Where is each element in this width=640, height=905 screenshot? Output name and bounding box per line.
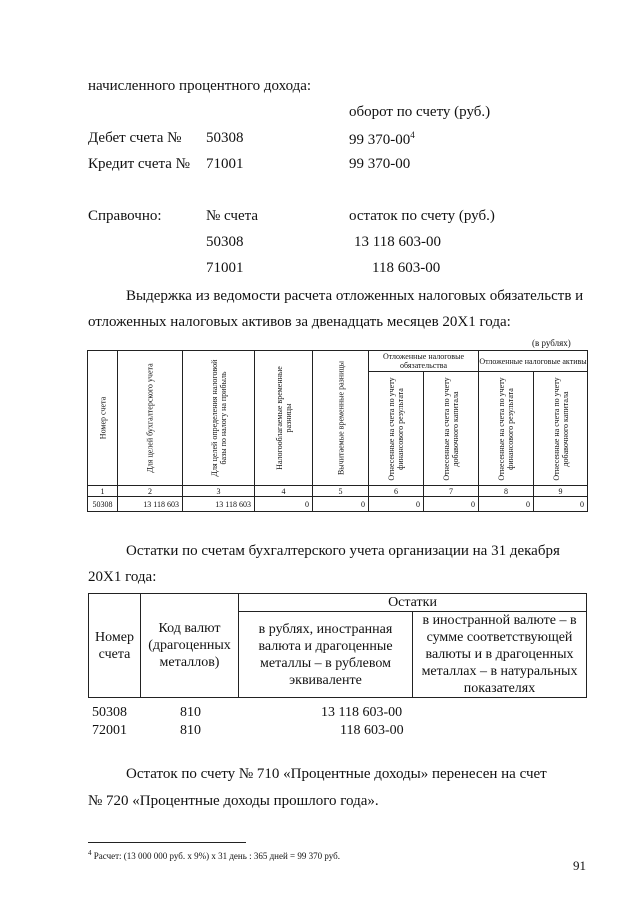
credit-label: Кредит счета № — [88, 156, 190, 172]
header-cell: Номер счета — [88, 351, 118, 486]
footnote-ref: 4 — [410, 130, 415, 140]
unit-label: (в рублях) — [532, 338, 571, 348]
header-cell: Отнесенные на счета по учету добавочного капитала — [534, 372, 588, 486]
paragraph-line: 20Х1 года: — [88, 569, 157, 585]
footnote-mark: 4 — [88, 849, 92, 857]
header-cell: в рублях, иностранная валюта и драгоценные металлы – в рублевом эквиваленте — [239, 612, 413, 698]
balance-code: 810 — [180, 705, 201, 720]
page-number: 91 — [573, 858, 586, 873]
table-cell: 0 — [479, 497, 534, 512]
group-header-dto: Отложенные налоговые обязательства — [369, 351, 479, 372]
reference-label: Справочно: — [88, 208, 162, 224]
column-number: 2 — [118, 486, 183, 497]
header-cell: Номер счета — [89, 594, 141, 698]
paragraph-line: Выдержка из ведомости расчета отложенных налоговых обязательств и — [126, 288, 584, 304]
balance-code: 810 — [180, 723, 201, 738]
footnote — [88, 849, 340, 861]
table-cell: 13 118 603 — [183, 497, 255, 512]
balance-account: 50308 — [92, 705, 127, 720]
reference-balance: 13 118 603-00 — [354, 234, 441, 250]
credit-account: 71001 — [206, 156, 244, 172]
column-number: 1 — [88, 486, 118, 497]
header-cell: Для целей определения налоговой базы по налогу на прибыль — [183, 351, 255, 486]
reference-account: 71001 — [206, 260, 244, 276]
paragraph-line: Остатки по счетам бухгалтерского учета организации на 31 декабря — [126, 543, 560, 559]
header-cell: Отнесенные на счета по учету добавочного капитала — [424, 372, 479, 486]
debit-amount: 99 $370-00^4$ — [349, 130, 415, 148]
table-cell: 0 — [424, 497, 479, 512]
balance-rub: 13 118 603-00 — [321, 705, 403, 720]
header-cell: Код валют (драгоценных металлов) — [141, 594, 239, 698]
table-cell: 0 — [255, 497, 313, 512]
table-cell: 50308 — [88, 497, 118, 512]
header-cell: Отнесенные на счета по учету финансового результата — [369, 372, 424, 486]
column-number: 9 — [534, 486, 588, 497]
reference-col-balance: остаток по счету (руб.) — [349, 208, 495, 224]
group-header-balances: Остатки — [239, 594, 587, 612]
reference-account: 50308 — [206, 234, 244, 250]
credit-amount: 99 370-00 — [349, 156, 411, 172]
table-cell: 0 — [369, 497, 424, 512]
footnote-divider — [88, 842, 246, 843]
column-number: 4 — [255, 486, 313, 497]
footnote-text: Расчет: (13 000 000 руб. х 9%) х 31 день : 365 дней = 99 370 руб. — [93, 851, 340, 861]
paragraph-line: Остаток по счету № 710 «Процентные доходы» перенесен на счет — [126, 766, 547, 782]
table-cell: 0 — [534, 497, 588, 512]
column-number: 7 — [424, 486, 479, 497]
header-cell: Для целей бухгалтерского учета — [118, 351, 183, 486]
column-number: 3 — [183, 486, 255, 497]
group-header-dta: Отложенные налоговые активы — [479, 351, 588, 372]
column-number: 6 — [369, 486, 424, 497]
header-cell: Вычитаемые временные разницы — [313, 351, 369, 486]
column-number: 5 — [313, 486, 369, 497]
reference-col-account: № счета — [206, 208, 259, 224]
balances-table — [88, 593, 587, 698]
deferred-tax-table — [87, 350, 588, 512]
header-cell: в иностранной валюте – в сумме соответствующей валюты и в драгоценных металлах – в натуральных показателях — [413, 612, 587, 698]
column-number: 8 — [479, 486, 534, 497]
paragraph-line: № 720 «Процентные доходы прошлого года». — [88, 793, 379, 809]
table-cell: 0 — [313, 497, 369, 512]
debit-account: 50308 — [206, 130, 244, 146]
table-cell: 13 118 603 — [118, 497, 183, 512]
turnover-header: оборот по счету (руб.) — [349, 104, 491, 120]
header-cell: Налогооблагаемые временные разницы — [255, 351, 313, 486]
intro-text: начисленного процентного дохода: — [88, 78, 312, 94]
debit-label: Дебет счета № — [88, 130, 182, 146]
balance-account: 72001 — [92, 723, 127, 738]
paragraph-line: отложенных налоговых активов за двенадцать месяцев 20Х1 года: — [88, 314, 511, 330]
header-cell: Отнесенные на счета по учету финансового результата — [479, 372, 534, 486]
reference-balance: 118 603-00 — [372, 260, 441, 276]
balance-rub: 118 603-00 — [340, 723, 404, 738]
